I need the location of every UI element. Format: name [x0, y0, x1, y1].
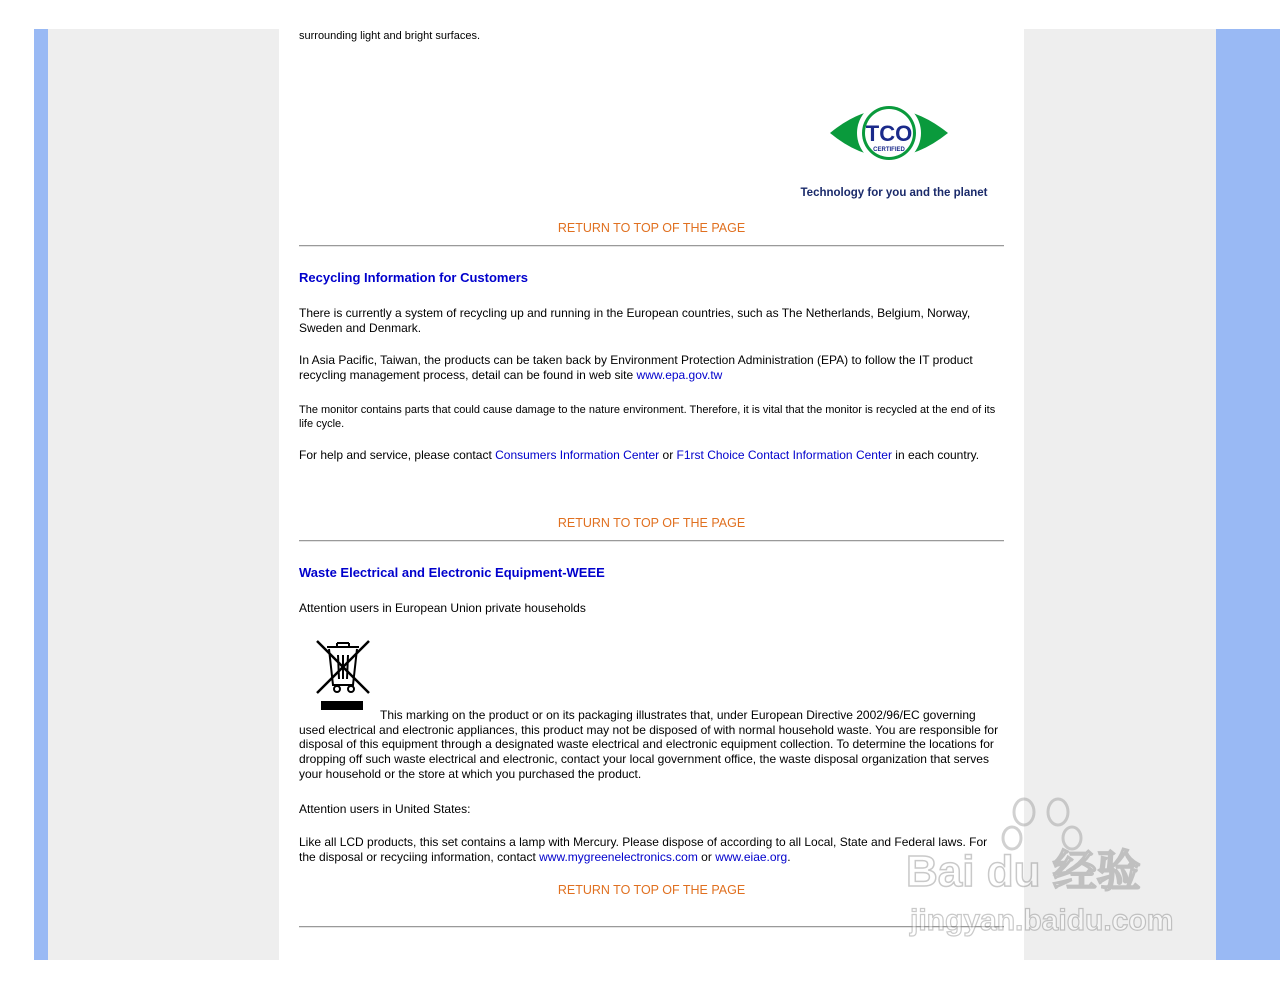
tco-tagline: Technology for you and the planet	[800, 187, 988, 199]
watermark-url: jingyan.baidu.com	[910, 904, 1174, 937]
top-text-fragment: surrounding light and bright surfaces.	[299, 30, 480, 42]
contact-text-end: in each country.	[891, 448, 980, 462]
us-disposal-body: Like all LCD products, this set contains a lamp with Mercury. Please dispose of according to all Local, State and Federal laws. For the disposal or recyciing information, contact	[299, 835, 988, 864]
recycling-paragraph-2-text: In Asia Pacific, Taiwan, the products can be taken back by Environment Protection Administration (EPA) to follow the IT product recycling management process, detail can be found in web site	[299, 353, 973, 382]
right-sidebar-strip	[1216, 29, 1280, 960]
tco-certified-logo	[788, 93, 1002, 203]
recycling-heading: Recycling Information for Customers	[299, 270, 528, 285]
attention-eu-text: Attention users in European Union private households	[299, 601, 586, 615]
return-to-top-link-2[interactable]: RETURN TO TOP OF THE PAGE	[557, 516, 746, 530]
tco-eye-icon	[788, 93, 1002, 203]
us-disposal-mid: or	[697, 849, 716, 864]
weee-heading: Waste Electrical and Electronic Equipment-WEEE	[299, 565, 605, 580]
recycling-paragraph-1: There is currently a system of recycling up and running in the European countries, such as The Netherlands, Belgium, Norway, Sweden and Denmark.	[299, 306, 971, 335]
baidu-paw-icon	[900, 790, 1210, 950]
return-to-top-link-3[interactable]: RETURN TO TOP OF THE PAGE	[557, 883, 746, 897]
first-choice-contact-link[interactable]: F1rst Choice Contact Information Center	[676, 448, 892, 462]
tco-letters: TCO	[865, 121, 913, 146]
consumers-information-center-link[interactable]: Consumers Information Center	[495, 448, 660, 462]
weee-marking-text: This marking on the product or on its packaging illustrates that, under European Directive 2002/96/EC governing used electrical and electronic appliances, this product may not be disposed of with normal household waste. You are responsible for disposal of this equipment through a designated waste electrical and electronic equipment collection. To determine the locations for dropping off such waste electrical and electronic, contact your local government office, the waste disposal organization that serves your household or the store at which you purchased the product.	[299, 708, 999, 781]
epa-link[interactable]: www.epa.gov.tw	[636, 367, 723, 382]
contact-text-start: For help and service, please contact	[299, 448, 496, 462]
return-to-top-link-1[interactable]: RETURN TO TOP OF THE PAGE	[557, 221, 746, 235]
mygreenelectronics-link[interactable]: www.mygreenelectronics.com	[539, 849, 698, 864]
tco-certified-text: CERTIFIED	[873, 147, 905, 153]
eiae-link[interactable]: www.eiae.org	[715, 849, 788, 864]
recycling-paragraph-2	[299, 353, 1004, 382]
recycling-paragraph-4	[299, 448, 1004, 463]
divider-3	[299, 926, 1004, 928]
left-sidebar-strip	[34, 29, 48, 960]
us-disposal-text	[299, 835, 1004, 864]
divider-1	[299, 245, 1004, 247]
attention-us-text: Attention users in United States:	[299, 802, 471, 816]
watermark-brand: Bai du 经验	[906, 847, 1141, 896]
recycling-paragraph-3: The monitor contains parts that could cause damage to the nature environment. Therefore, it is vital that the monitor is recycled at the end of its life cycle.	[299, 404, 996, 430]
divider-2	[299, 540, 1004, 542]
us-disposal-end: .	[787, 849, 791, 864]
baidu-watermark	[900, 790, 1210, 950]
weee-bin-icon	[313, 637, 373, 713]
contact-text-mid: or	[659, 448, 677, 462]
